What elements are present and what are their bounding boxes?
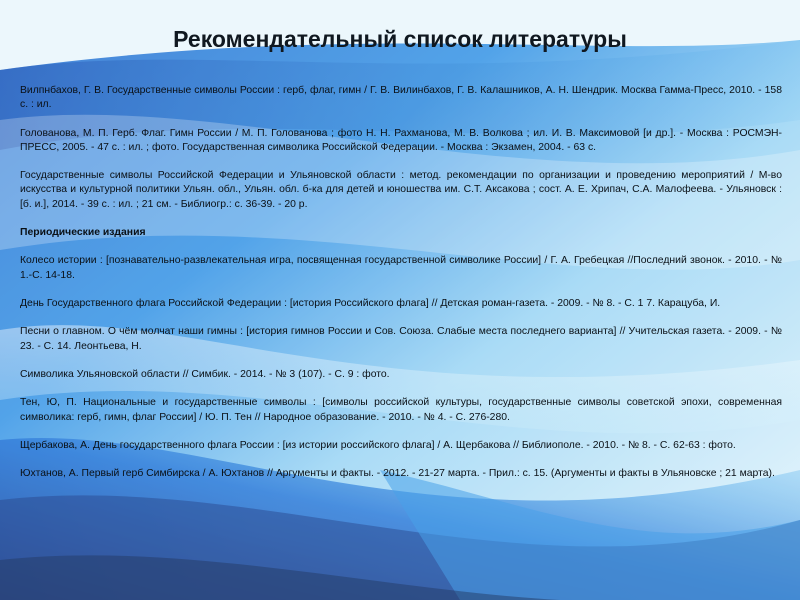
section-heading: Периодические издания [20, 226, 146, 238]
list-item: Колесо истории : [познавательно-развлекательная игра, посвященная государственной символике России] / Г. А. Гребецкая //Последний звонок. - 2010. - № 1.-С. 14-18. [20, 255, 782, 281]
list-item: Вилпнбахов, Г. В. Государственные символы России : герб, флаг, гимн / Г. В. Вилинбахов, Г. В. Калашников, А. Н. Шендрик. Москва Гамма-Пресс, 2010. - 158 с. : ил. [20, 85, 782, 111]
list-item: День Государственного флага Российской Федерации : [история Российского флага] // Детская роман-газета. - 2009. - № 8. - С. 1 7. Карацуба, И. [20, 297, 721, 309]
bibliography-list [20, 84, 782, 496]
list-item: Символика Ульяновской области // Симбик. - 2014. - № 3 (107). - С. 9 : фото. [20, 368, 390, 380]
list-item: Тен, Ю, П. Национальные и государственные символы : [символы российской культуры, государственные символы советской эпохи, современная символика: герб, гимн, флаг России] / Ю. П. Тен // Народное образование. - 2010. - № 4. - С. 276-280. [20, 397, 782, 423]
list-item: Юхтанов, А. Первый герб Симбирска / А. Юхтанов // Аргументы и факты. - 2012. - 21-27 марта. - Прил.: с. 15. (Аргументы и факты в Ульяновске ; 21 марта). [20, 468, 775, 480]
list-item: Голованова, М. П. Герб. Флаг. Гимн России / М. П. Голованова ; фото Н. Н. Рахманова, М. В. Волкова ; ил. И. В. Максимовой [и др.]. - Москва : РОСМЭН-ПРЕСС, 2005. - 47 с. : ил. ; фото. Государственная символика Российской Федерации. - Москва : Экзамен, 2004. - 63 с. [20, 127, 782, 153]
slide-title: Рекомендательный список литературы [173, 26, 627, 52]
list-item: Песни о главном. О чём молчат наши гимны : [история гимнов России и Сов. Союза. Слабые места последнего варианта] // Учительская газета. - 2009. - № 23. - С. 14. Леонтьева, Н. [20, 326, 782, 352]
list-item: Государственные символы Российской Федерации и Ульяновской области : метод. рекомендации по организации и проведению мероприятий / М-во искусства и культурной политики Ульян. обл., Ульян. обл. б-ка для детей и юношества им. С.Т. Аксакова ; сост. А. Е. Хрипач, С.А. Малофеева. - Ульяновск : [б. и.], 2014. - 39 с. : ил. ; 21 см. - Библиогр.: с. 36-39. - 20 р. [20, 170, 782, 210]
list-item: Щербакова, А. День государственного флага России : [из истории российского флага] / А. Щербакова // Библиополе. - 2010. - № 8. - С. 62-63 : фото. [20, 439, 736, 451]
